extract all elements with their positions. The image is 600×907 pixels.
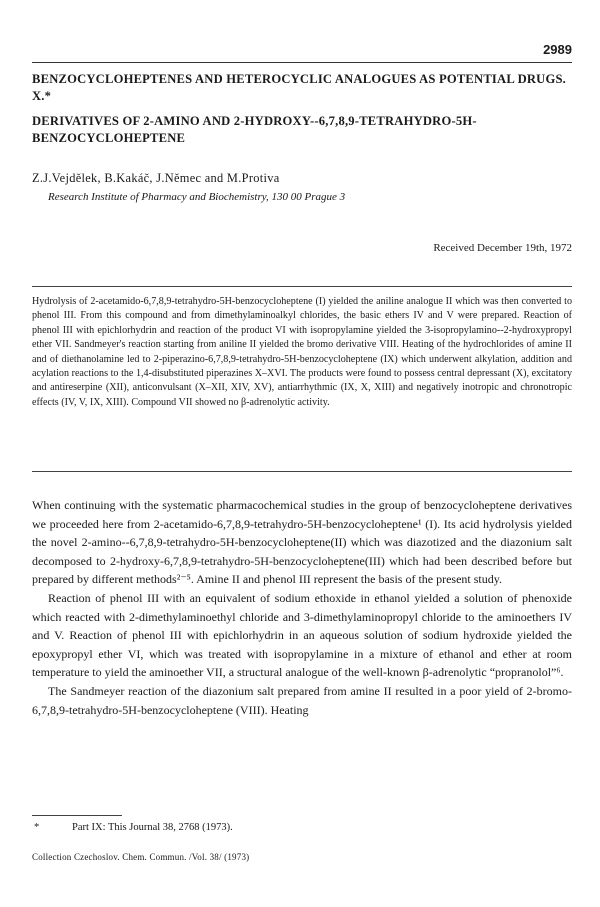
author-list: Z.J.Vejdělek, B.Kakáč, J.Němec and M.Protiva: [32, 171, 280, 185]
paragraph: The Sandmeyer reaction of the diazonium salt prepared from amine II resulted in a poor yield of 2-bromo-6,7,8,9-tetrahydro-5H-benzocycloheptene (VIII). Heating: [32, 683, 572, 717]
journal-citation: Collection Czechoslov. Chem. Commun. /Vol. 38/ (1973): [32, 852, 250, 862]
paragraph: When continuing with the systematic pharmacochemical studies in the group of benzocycloheptene derivatives we proceeded here from 2-acetamido-6,7,8,9-tetrahydro-5H-benzocycloheptene¹ (I). Its acid hydrolysis yielded the novel 2-amino--6,7,8,9-tetrahydro-5H-benzocycloheptene(II) which was diazotized and the diazonium salt decomposed to 2-hydroxy-6,7,8,9-tetrahydro-5H-benzocycloheptene(III) which had been described before but prepared by different methods²⁻⁵. Amine II and phenol III represent the basis of the present study.: [32, 498, 572, 587]
article-subtitle: DERIVATIVES OF 2-AMINO AND 2-HYDROXY--6,7,8,9-TETRAHYDRO-5H-BENZOCYCLOHEPTENE: [32, 114, 477, 145]
footnote-rule: [32, 815, 122, 816]
abstract: Hydrolysis of 2-acetamido-6,7,8,9-tetrahydro-5H-benzocycloheptene (I) yielded the aniline analogue II which was then converted to phenol III. From this compound and from dimethylaminoalkyl chlorides, the basic ethers IV and V were prepared. Reaction of phenol III with epichlorhydrin and reaction of the product VI with isopropylamine yielded the 3-isopropylamino--2-hydroxypropyl ether VII. Sandmeyer's reaction starting from aniline II yielded the bromo derivative VIII. Heating of the hydrochlorides of amine II and of diethanolamine led to 2-piperazino-6,7,8,9-tetrahydro-5H-benzocycloheptene (IX) which underwent alkylation, addition and acylation reactions to the 1,4-disubstituted piperazines X–XVI. The products were found to possess central depressant (X), excitatory and antireserpine (XII), anticonvulsant (X–XII, XIV, XV), antiarrhythmic (IX, X, XIII) and negatively inotropic and chronotropic effects (IV, V, IX, XIII). Compound VII showed no β-adrenolytic activity.: [32, 296, 572, 408]
header-rule: [32, 62, 572, 63]
page-number: 2989: [543, 42, 572, 57]
article-title: BENZOCYCLOHEPTENES AND HETEROCYCLIC ANALOGUES AS POTENTIAL DRUGS. X.*: [32, 72, 567, 103]
body-text: [32, 496, 572, 719]
footnote-mark: *: [34, 822, 40, 833]
paragraph: Reaction of phenol III with an equivalent of sodium ethoxide in ethanol yielded a solution of phenoxide which reacted with 2-dimethylaminoethyl chloride and 3-dimethylaminopropyl chloride to the aminoethers IV and V. Reaction of phenol III with epichlorhydrin in an aqueous solution of sodium hydroxide yielded the epoxypropyl ether VI, which was treated with isopropylamine in a mixture of ethanol and ether at room temperature to yield the aminoether VII, a structural analogue of the well-known β-adrenolytic “propranolol”⁶.: [32, 590, 572, 680]
footnote: [34, 822, 554, 833]
abstract-top-rule: [32, 286, 572, 287]
abstract-bottom-rule: [32, 471, 572, 472]
affiliation: Research Institute of Pharmacy and Biochemistry, 130 00 Prague 3: [48, 191, 346, 203]
footnote-text: Part IX: This Journal 38, 2768 (1973).: [72, 822, 233, 833]
received-date: Received December 19th, 1972: [433, 242, 572, 254]
